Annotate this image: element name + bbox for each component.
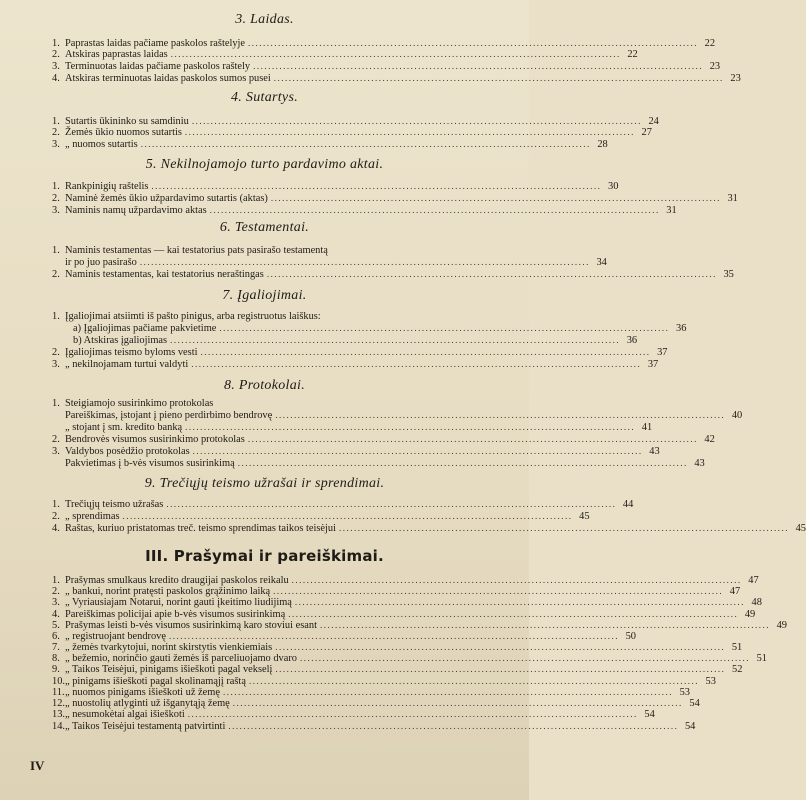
toc-entry: [52, 620, 787, 631]
toc-entry: [52, 523, 806, 534]
toc-entry: [52, 311, 470, 322]
entry-title: Naminis testamentas — kai testatorius pats pasirašo testamentą: [65, 245, 328, 256]
entry-title: Sutartis ūkininko su samdiniu: [65, 116, 189, 127]
entry-page-number: 54: [689, 698, 700, 709]
dot-leader: [331, 245, 453, 256]
dot-leader: ........................................................................................................................: [184, 127, 635, 137]
toc-entry: [52, 205, 677, 216]
entry-number: 2.: [52, 49, 60, 60]
entry-number: 9.: [52, 664, 60, 675]
entry-title: a) Įgaliojimas pačiame pakvietime: [73, 323, 217, 334]
entry-title: „ nuomos pinigams išieškoti už žemę: [65, 687, 220, 698]
entry-title: Pareiškimas policijai apie b-vės visumos susirinkimą: [65, 609, 286, 620]
entry-page-number: 23: [730, 73, 741, 84]
toc-entry: [52, 335, 638, 346]
entry-title: Atskiras terminuotas laidas paskolos sumos pusei: [65, 73, 271, 84]
entry-page-number: 27: [641, 127, 652, 138]
dot-leader: ........................................................................................................................: [185, 422, 636, 432]
entry-page-number: 40: [731, 410, 743, 421]
toc-entry: [52, 398, 470, 409]
entry-page-number: 43: [694, 458, 705, 469]
section-heading: 6. Testamentai.: [219, 220, 310, 235]
entry-title: Prašymas smulkaus kredito draugijai paskolos reikalu: [65, 575, 289, 586]
dot-leader: ........................................................................................................................: [232, 698, 683, 708]
entry-number: 3.: [52, 205, 60, 216]
entry-title: Pareiškimas, įstojant į pieno perdirbimo bendrovę: [65, 410, 273, 421]
entry-number: 2.: [52, 511, 60, 522]
toc-entry: [52, 269, 734, 280]
entry-number: [52, 257, 65, 268]
entry-page-number: 36: [626, 335, 638, 346]
entry-number: 1.: [52, 181, 60, 192]
toc-entry: [52, 458, 705, 469]
entry-number: 12.: [52, 698, 65, 709]
entry-title: Steigiamojo susirinkimo protokolas: [65, 398, 214, 409]
entry-title: Paprastas laidas pačiame paskolos raštelyje: [65, 38, 246, 49]
toc-entry: [52, 446, 660, 457]
entry-title: Naminė žemės ūkio užpardavimo sutartis (aktas): [65, 193, 268, 204]
entry-title: „ stojant į sm. kredito banką: [65, 422, 183, 433]
dot-leader: ........................................................................................................................: [294, 597, 745, 607]
dot-leader: ........................................................................................................................: [275, 642, 726, 652]
entry-page-number: 49: [776, 620, 787, 631]
entry-title: „ registruojant bendrovę: [65, 631, 166, 642]
dot-leader: ........................................................................................................................: [139, 257, 590, 267]
entry-page-number: [456, 398, 470, 409]
section-heading: 3. Laidas.: [235, 12, 294, 27]
entry-title: Bendrovės visumos susirinkimo protokolas: [65, 434, 245, 445]
entry-page-number: 47: [748, 575, 759, 586]
entry-title: „ pinigams išieškoti pagal skolinamąjį raštą: [65, 676, 246, 687]
dot-leader: ........................................................................................................................: [140, 139, 591, 149]
entry-number: 1.: [52, 575, 60, 586]
entry-number: 1.: [52, 116, 60, 127]
entry-number: 2.: [52, 269, 60, 280]
entry-page-number: 42: [704, 434, 715, 445]
entry-number: 3.: [52, 597, 60, 608]
entry-number: 2.: [52, 586, 60, 597]
toc-entry: [52, 127, 652, 138]
dot-leader: ........................................................................................................................: [170, 335, 621, 345]
dot-leader: ........................................................................................................................: [192, 446, 643, 456]
entry-number: 1.: [52, 245, 60, 256]
entry-page-number: 52: [732, 664, 743, 675]
toc-entry: [52, 631, 636, 642]
dot-leader: ........................................................................................................................: [166, 499, 617, 509]
toc-entry: [52, 49, 638, 60]
entry-title: Raštas, kuriuo pristatomas treč. teismo sprendimas taikos teisėjui: [65, 523, 336, 534]
entry-page-number: 48: [751, 597, 762, 608]
entry-title: „ nuomos sutartis: [65, 139, 138, 150]
entry-number: 2.: [52, 347, 60, 358]
entry-title: Trečiųjų teismo užrašas: [65, 499, 164, 510]
entry-page-number: 28: [597, 139, 608, 150]
entry-number: 3.: [52, 139, 60, 150]
entry-number: 2.: [52, 193, 60, 204]
entry-number: 3.: [52, 446, 60, 457]
toc-entry: [52, 38, 716, 49]
entry-page-number: 31: [727, 193, 738, 204]
section-heading: 4. Sutartys.: [231, 90, 298, 105]
dot-leader: ........................................................................................................................: [319, 620, 770, 630]
entry-number: 2.: [52, 127, 60, 138]
entry-page-number: 45: [579, 511, 590, 522]
entry-number: 7.: [52, 642, 60, 653]
dot-leader: ........................................................................................................................: [253, 61, 704, 71]
dot-leader: ........................................................................................................................: [122, 511, 573, 521]
toc-entry: [52, 499, 634, 510]
entry-number: [52, 335, 65, 346]
entry-number: 3.: [52, 359, 60, 370]
entry-title: Pakvietimas į b-vės visumos susirinkimą: [65, 458, 235, 469]
toc-entry: [52, 245, 470, 256]
entry-page-number: 35: [723, 269, 734, 280]
entry-page-number: 53: [679, 687, 690, 698]
entry-title: Valdybos posėdžio protokolas: [65, 446, 190, 457]
toc-entry: [52, 698, 700, 709]
entry-title: „ bežemio, norinčio gauti žemės iš parceliuojamo dvaro: [65, 653, 297, 664]
toc-entry: [52, 597, 762, 608]
dot-leader: ........................................................................................................................: [248, 676, 699, 686]
toc-entry: [52, 664, 743, 675]
entry-number: 4.: [52, 73, 60, 84]
entry-number: 4.: [52, 609, 60, 620]
entry-number: 6.: [52, 631, 60, 642]
dot-leader: ........................................................................................................................: [288, 609, 739, 619]
toc-entry: [52, 422, 653, 433]
entry-page-number: 41: [641, 422, 653, 433]
dot-leader: ........................................................................................................................: [191, 116, 642, 126]
entry-page-number: [456, 245, 470, 256]
entry-title: „ Taikos Teisėjui, pinigams išieškoti pagal vekselį: [65, 664, 273, 675]
entry-page-number: 51: [756, 653, 767, 664]
toc-entry: [52, 709, 655, 720]
entry-page-number: 22: [627, 49, 638, 60]
entry-title: Atskiras paprastas laidas: [65, 49, 168, 60]
part-heading: III. Prašymai ir pareiškimai.: [145, 547, 384, 565]
entry-page-number: 53: [705, 676, 716, 687]
entry-title: „ nesumokėtai algai išieškoti: [65, 709, 185, 720]
entry-title: b) Atskiras įgaliojimas: [73, 335, 168, 346]
dot-leader: ........................................................................................................................: [200, 347, 651, 357]
dot-leader: ........................................................................................................................: [237, 458, 688, 468]
entry-page-number: 54: [644, 709, 655, 720]
entry-title: Rankpinigių raštelis: [65, 181, 149, 192]
toc-entry: [52, 116, 659, 127]
dot-leader: ........................................................................................................................: [151, 181, 602, 191]
entry-number: [52, 422, 65, 433]
entry-number: 2.: [52, 434, 60, 445]
entry-title: Įgaliojimas teismo byloms vesti: [65, 347, 198, 358]
entry-page-number: 37: [657, 347, 668, 358]
toc-entry: [52, 511, 590, 522]
toc-entry: [52, 586, 741, 597]
section-heading: 9. Trečiųjų teismo užrašai ir sprendimai.: [144, 476, 385, 491]
entry-page-number: 50: [625, 631, 636, 642]
entry-number: 1.: [52, 38, 60, 49]
entry-page-number: [456, 311, 470, 322]
entry-number: 10.: [52, 676, 65, 687]
dot-leader: ........................................................................................................................: [299, 653, 750, 663]
entry-page-number: 45: [795, 523, 806, 534]
toc-entry: [52, 434, 715, 445]
dot-leader: ........................................................................................................................: [170, 49, 621, 59]
dot-leader: ........................................................................................................................: [248, 38, 699, 48]
entry-page-number: 30: [608, 181, 619, 192]
toc-entry: [52, 721, 696, 732]
page-number-footer: IV: [30, 758, 45, 773]
entry-page-number: 49: [744, 609, 756, 620]
entry-page-number: 44: [622, 499, 634, 510]
entry-page-number: 22: [704, 38, 716, 49]
toc-entry: [52, 687, 690, 698]
entry-title: „ sprendimas: [65, 511, 120, 522]
entry-number: 11.: [52, 687, 65, 698]
section-heading: 7. Įgaliojimai.: [222, 288, 307, 303]
toc-entry: [52, 73, 741, 84]
entry-title: „ žemės tvarkytojui, norint skirstytis vienkiemiais: [65, 642, 273, 653]
toc-entry: [52, 676, 716, 687]
entry-title: „ bankui, norint pratęsti paskolos grąžinimo laiką: [65, 586, 271, 597]
entry-title: „ nuostolių atlyginti už išganytąją žemę: [65, 698, 230, 709]
entry-title: Naminis namų užpardavimo aktas: [65, 205, 207, 216]
entry-page-number: 31: [666, 205, 677, 216]
dot-leader: ........................................................................................................................: [275, 664, 726, 674]
entry-title: Terminuotas laidas pačiame paskolos raštely: [65, 61, 251, 72]
entry-title: „ nekilnojamam turtui valdyti: [65, 359, 189, 370]
entry-number: [52, 410, 65, 421]
toc-entry: [52, 61, 721, 72]
dot-leader: ........................................................................................................................: [187, 709, 638, 719]
entry-page-number: 23: [709, 61, 721, 72]
dot-leader: ........................................................................................................................: [266, 269, 717, 279]
entry-page-number: 34: [596, 257, 607, 268]
dot-leader: ........................................................................................................................: [191, 359, 642, 369]
entry-number: 1.: [52, 499, 60, 510]
entry-page-number: 37: [647, 359, 659, 370]
toc-entry: [52, 181, 619, 192]
entry-number: 14.: [52, 721, 65, 732]
dot-leader: [324, 311, 453, 322]
entry-title: Naminis testamentas, kai testatorius neraštingas: [65, 269, 264, 280]
entry-page-number: 36: [676, 323, 687, 334]
dot-leader: ........................................................................................................................: [291, 575, 742, 585]
entry-title: „ Taikos Teisėjui testamentą patvirtinti: [65, 721, 226, 732]
dot-leader: ........................................................................................................................: [209, 205, 660, 215]
dot-leader: ........................................................................................................................: [338, 523, 789, 533]
section-heading: 8. Protokolai.: [223, 378, 306, 393]
entry-title: ir po juo pasirašo: [65, 257, 137, 268]
dot-leader: ........................................................................................................................: [222, 687, 673, 697]
toc-entry: [52, 257, 607, 268]
entry-title: „ Vyriausiajam Notarui, norint gauti įkeitimo liudijimą: [65, 597, 292, 608]
entry-title: Prašymas leisti b-vės visumos susirinkimą karo stoviui esant: [65, 620, 317, 631]
entry-number: 3.: [52, 61, 60, 72]
entry-number: 4.: [52, 523, 60, 534]
toc-entry: [52, 575, 759, 586]
entry-number: [52, 323, 65, 334]
dot-leader: ........................................................................................................................: [275, 410, 726, 420]
entry-number: 1.: [52, 311, 60, 322]
entry-number: 13.: [52, 709, 65, 720]
dot-leader: ........................................................................................................................: [219, 323, 670, 333]
entry-title: Žemės ūkio nuomos sutartis: [65, 127, 182, 138]
dot-leader: ........................................................................................................................: [273, 73, 724, 83]
toc-entry: [52, 653, 767, 664]
dot-leader: ........................................................................................................................: [247, 434, 698, 444]
entry-number: 5.: [52, 620, 60, 631]
section-heading: 5. Nekilnojamojo turto pardavimo aktai.: [145, 157, 384, 172]
entry-page-number: 43: [649, 446, 660, 457]
toc-entry: [52, 193, 738, 204]
toc-entry: [52, 609, 756, 620]
entry-page-number: 47: [729, 586, 741, 597]
toc-entry: [52, 410, 743, 421]
dot-leader: ........................................................................................................................: [273, 586, 724, 596]
entry-title: Įgaliojimai atsiimti iš pašto pinigus, arba registruotus laiškus:: [65, 311, 321, 322]
entry-page-number: 54: [684, 721, 696, 732]
toc-entry: [52, 347, 668, 358]
entry-page-number: 51: [731, 642, 743, 653]
toc-entry: [52, 642, 743, 653]
entry-page-number: 24: [648, 116, 659, 127]
dot-leader: [216, 398, 453, 409]
toc-entry: [52, 359, 659, 370]
entry-number: 8.: [52, 653, 60, 664]
toc-entry: [52, 323, 687, 334]
entry-number: 1.: [52, 398, 60, 409]
dot-leader: ........................................................................................................................: [270, 193, 721, 203]
entry-number: [52, 458, 65, 469]
dot-leader: ........................................................................................................................: [168, 631, 619, 641]
toc-entry: [52, 139, 608, 150]
dot-leader: ........................................................................................................................: [228, 721, 679, 731]
